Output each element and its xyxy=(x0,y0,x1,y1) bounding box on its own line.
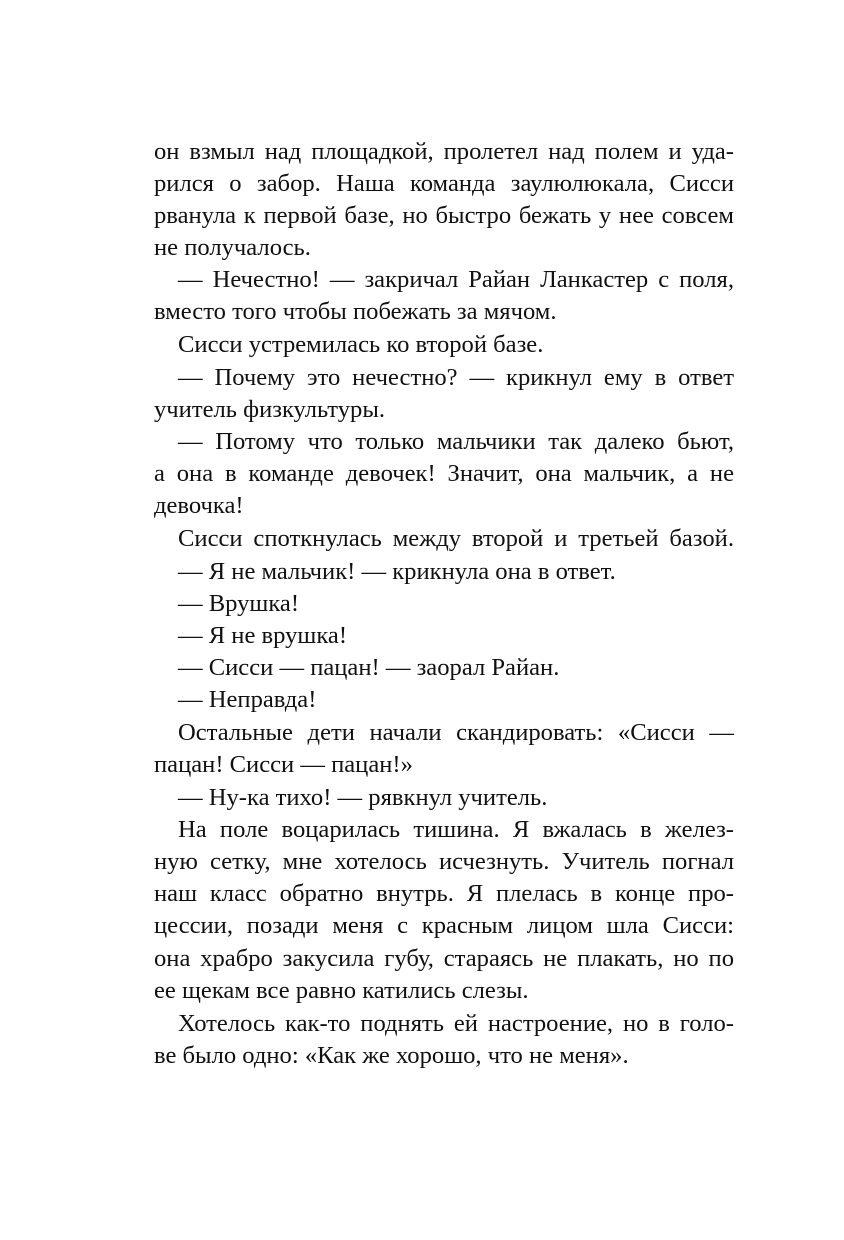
text-line: — Нечестно! — закричал Райан Ланкастер с поля, xyxy=(178,266,734,293)
text-line: ве было одно: «Как же хорошо, что не меня». xyxy=(154,1042,629,1069)
text-line: она храбро закусила губу, стараясь не плакать, но по xyxy=(154,945,734,972)
text-line: Сисси споткнулась между второй и третьей базой. xyxy=(178,525,734,552)
text-line: — Ну-ка тихо! — рявкнул учитель. xyxy=(178,784,548,811)
text-line: ее щекам все равно катились слезы. xyxy=(154,977,529,1004)
text-line: рванула к первой базе, но быстро бежать у нее совсем xyxy=(154,202,734,229)
text-line: — Сисси — пацан! — заорал Райан. xyxy=(178,654,560,681)
text-line: пацан! Сисси — пацан!» xyxy=(154,751,413,778)
text-line: вместо того чтобы побежать за мячом. xyxy=(154,298,557,325)
text-line: — Я не врушка! xyxy=(178,622,348,649)
text-line: Хотелось как-то поднять ей настроение, но в голо- xyxy=(178,1010,734,1037)
text-line: наш класс обратно внутрь. Я плелась в конце про- xyxy=(154,880,734,907)
text-line: — Я не мальчик! — крикнула она в ответ. xyxy=(178,558,616,585)
text-line: девочка! xyxy=(154,492,244,519)
text-line: ную сетку, мне хотелось исчезнуть. Учитель погнал xyxy=(154,848,734,875)
text-line: Сисси устремилась ко второй базе. xyxy=(178,331,544,358)
text-line: — Неправда! xyxy=(178,686,317,713)
text-line: — Почему это нечестно? — крикнул ему в ответ xyxy=(178,364,734,391)
text-line: — Потому что только мальчики так далеко бьют, xyxy=(178,428,734,455)
text-line: рился о забор. Наша команда заулюлюкала, Сисси xyxy=(154,170,734,197)
text-line: — Врушка! xyxy=(178,590,300,617)
text-line: учитель физкультуры. xyxy=(154,396,385,423)
text-line: он взмыл над площадкой, пролетел над полем и уда- xyxy=(154,138,734,165)
text-line: Остальные дети начали скандировать: «Сисси — xyxy=(178,719,734,746)
text-line: не получалось. xyxy=(154,234,311,261)
text-line: цессии, позади меня с красным лицом шла Сисси: xyxy=(154,912,734,939)
text-line: На поле воцарилась тишина. Я вжалась в желез- xyxy=(178,816,734,843)
text-line: а она в команде девочек! Значит, она мальчик, а не xyxy=(154,460,734,487)
